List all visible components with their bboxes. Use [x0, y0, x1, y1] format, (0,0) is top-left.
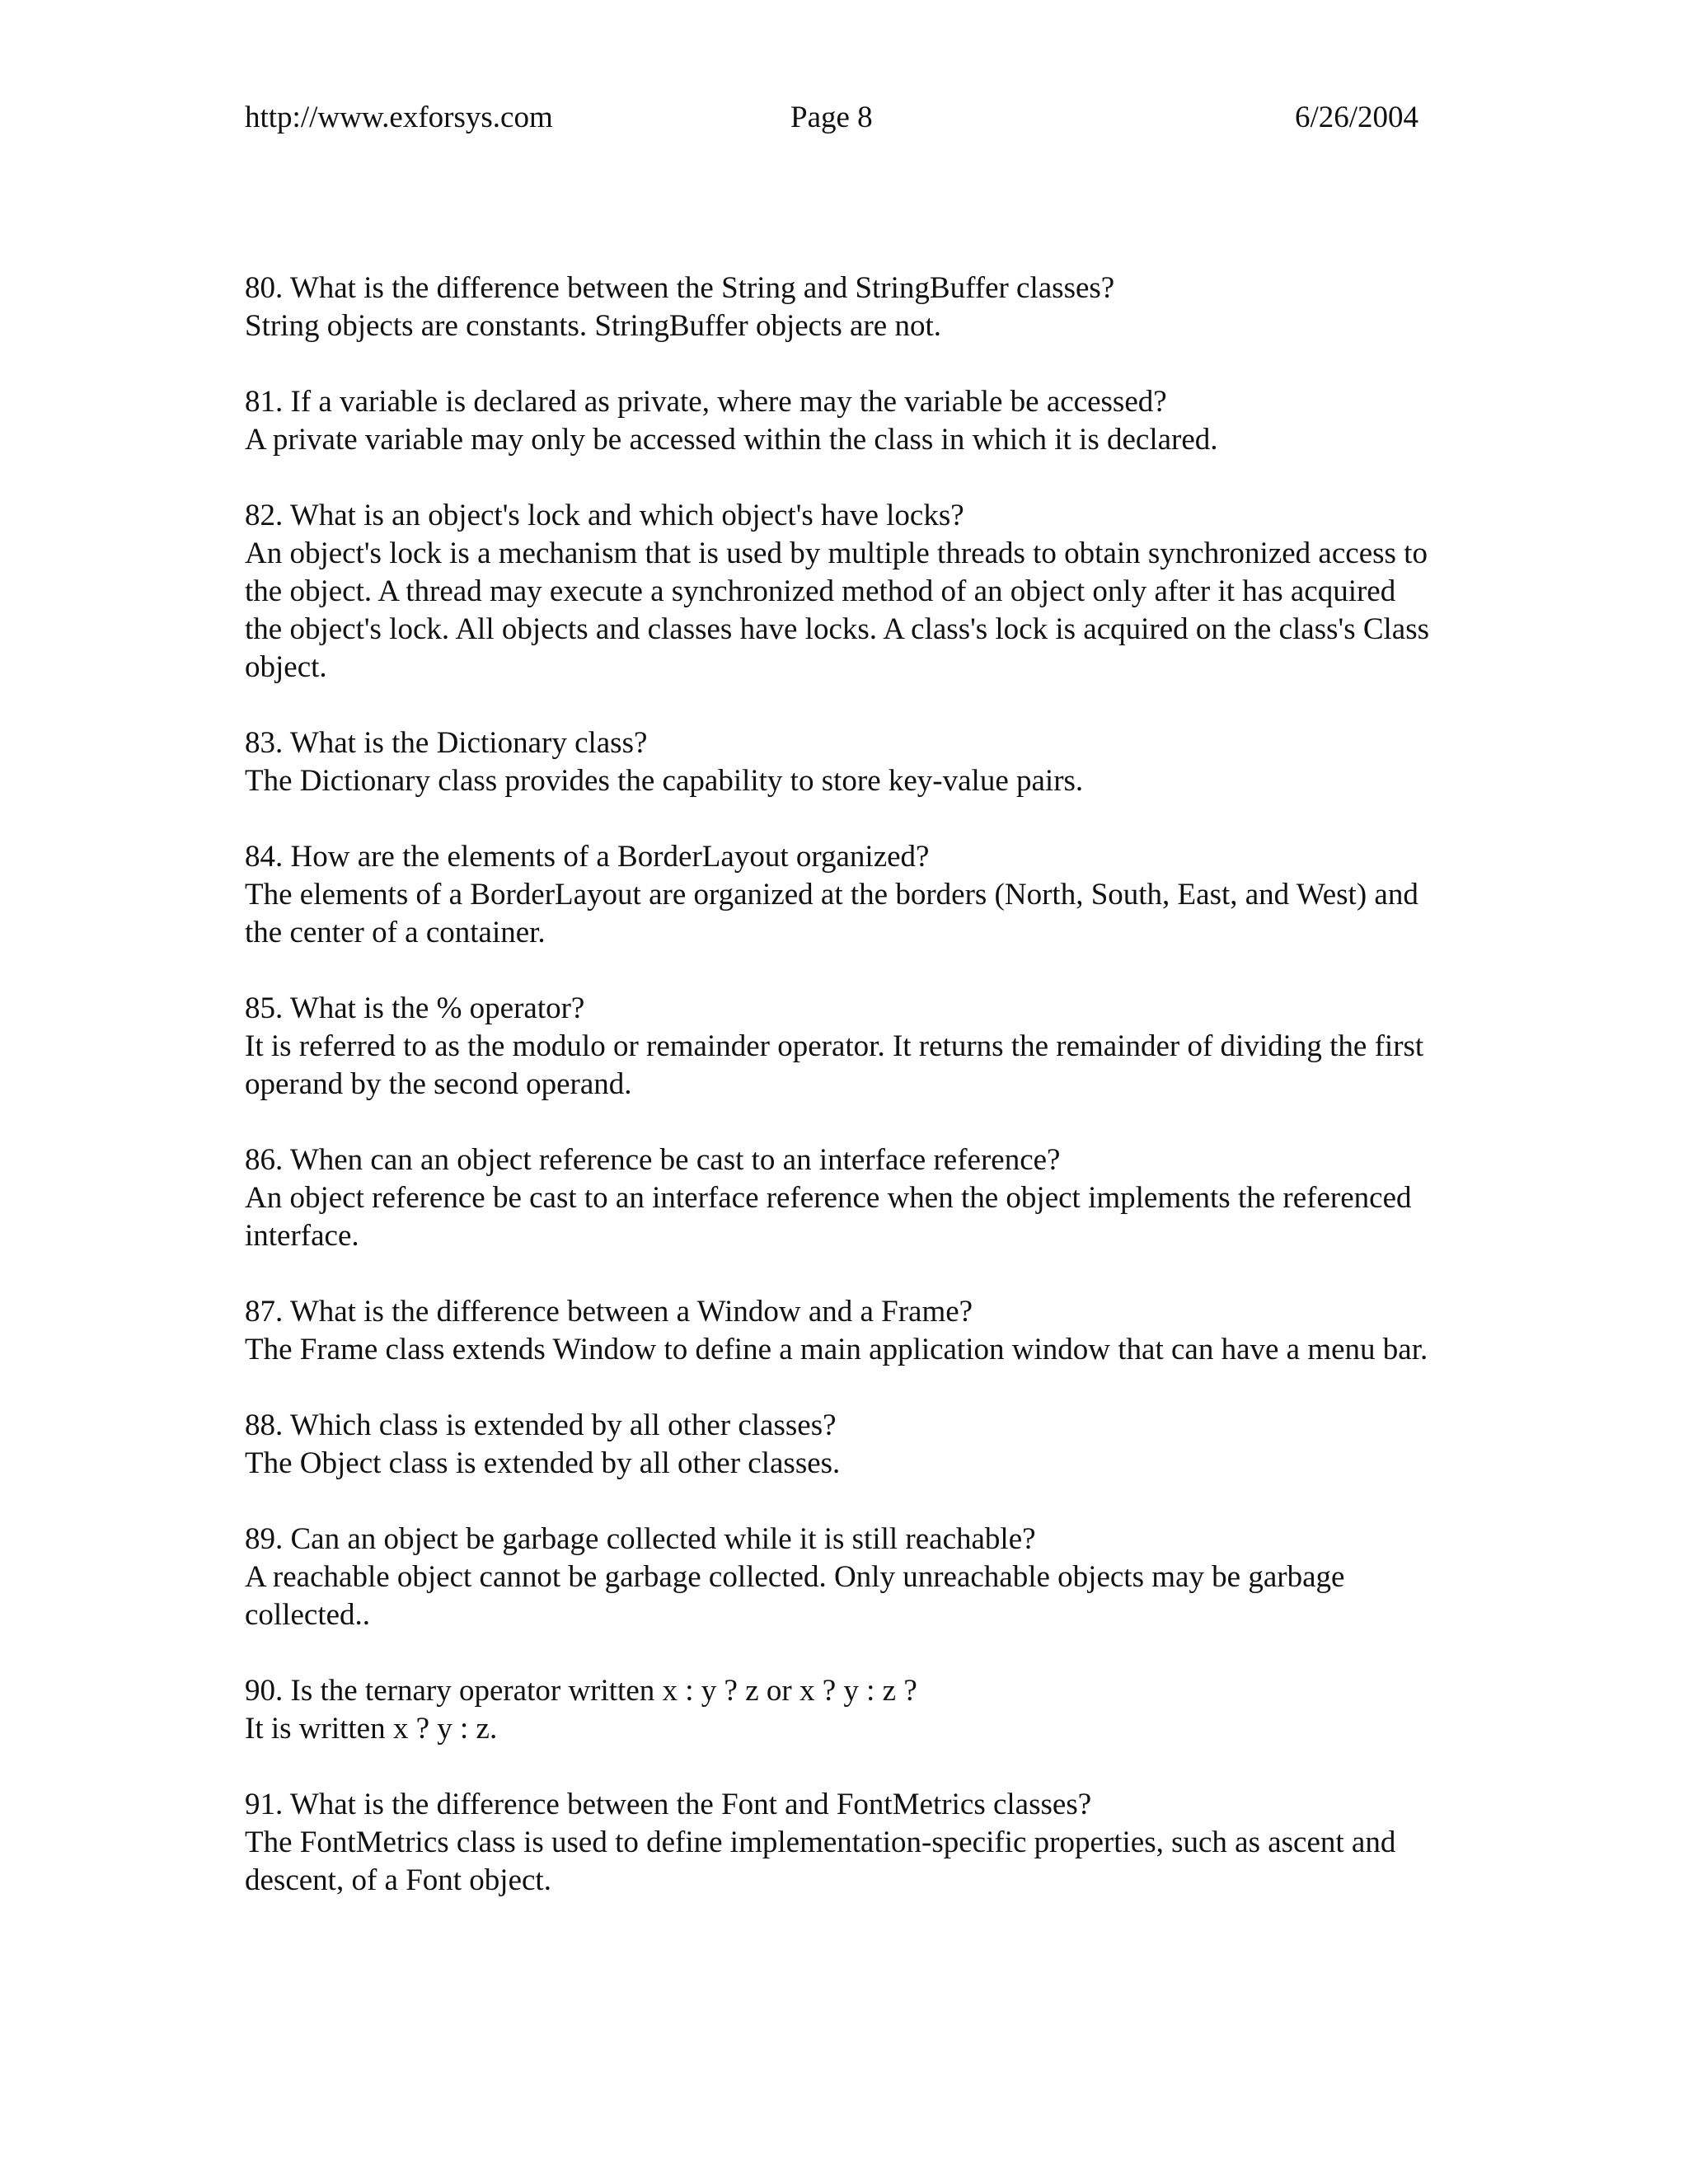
- answer: The Dictionary class provides the capability to store key-value pairs.: [245, 764, 1084, 798]
- question: 86. When can an object reference be cast to an interface reference?: [245, 1143, 1061, 1177]
- qa-item: [245, 497, 1432, 687]
- question: 85. What is the % operator?: [245, 991, 585, 1025]
- qa-item: [245, 838, 1432, 952]
- answer: A private variable may only be accessed within the class in which it is declared.: [245, 423, 1218, 457]
- answer: An object's lock is a mechanism that is used by multiple threads to obtain synchronized access to the object. A thread may execute a synchronized method of an object only after it has acquired the object's lock. All objects and classes have locks. A class's lock is acquired on the class's Class object.: [245, 537, 1430, 684]
- qa-item: [245, 724, 1432, 800]
- answer: It is referred to as the modulo or remainder operator. It returns the remainder of dividing the first operand by the second operand.: [245, 1029, 1424, 1101]
- qa-item: [245, 1786, 1432, 1900]
- qa-item: [245, 990, 1432, 1104]
- qa-item: [245, 1672, 1432, 1748]
- qa-item: [245, 383, 1432, 459]
- question: 89. Can an object be garbage collected while it is still reachable?: [245, 1522, 1036, 1556]
- question: 80. What is the difference between the String and StringBuffer classes?: [245, 271, 1115, 305]
- answer: The FontMetrics class is used to define implementation-specific properties, such as ascent and descent, of a Font object.: [245, 1825, 1396, 1897]
- header-date: 6/26/2004: [1294, 101, 1418, 134]
- answer: The elements of a BorderLayout are organized at the borders (North, South, East, and West) and the center of a container.: [245, 878, 1418, 949]
- answer: The Frame class extends Window to define a main application window that can have a menu bar.: [245, 1333, 1428, 1366]
- header-url: http://www.exforsys.com: [245, 101, 553, 134]
- header-page-number: Page 8: [790, 101, 873, 134]
- question: 82. What is an object's lock and which object's have locks?: [245, 499, 964, 532]
- qa-item: [245, 1407, 1432, 1483]
- answer: A reachable object cannot be garbage collected. Only unreachable objects may be garbage collected..: [245, 1560, 1345, 1632]
- qa-item: [245, 1141, 1432, 1255]
- answer: String objects are constants. StringBuffer objects are not.: [245, 309, 941, 343]
- question: 81. If a variable is declared as private, where may the variable be accessed?: [245, 385, 1167, 419]
- answer: An object reference be cast to an interface reference when the object implements the referenced interface.: [245, 1181, 1412, 1253]
- qa-item: [245, 1293, 1432, 1369]
- page-header: [245, 97, 1418, 138]
- qa-item: [245, 269, 1432, 345]
- question: 90. Is the ternary operator written x : y ? z or x ? y : z ?: [245, 1674, 917, 1708]
- question: 87. What is the difference between a Window and a Frame?: [245, 1295, 973, 1329]
- question: 88. Which class is extended by all other classes?: [245, 1408, 837, 1442]
- qa-item: [245, 1521, 1432, 1634]
- answer: The Object class is extended by all other classes.: [245, 1446, 841, 1480]
- answer: It is written x ? y : z.: [245, 1712, 498, 1746]
- question: 83. What is the Dictionary class?: [245, 726, 648, 760]
- question: 91. What is the difference between the Font and FontMetrics classes?: [245, 1788, 1092, 1821]
- question: 84. How are the elements of a BorderLayout organized?: [245, 840, 930, 874]
- qa-list: [245, 269, 1432, 1938]
